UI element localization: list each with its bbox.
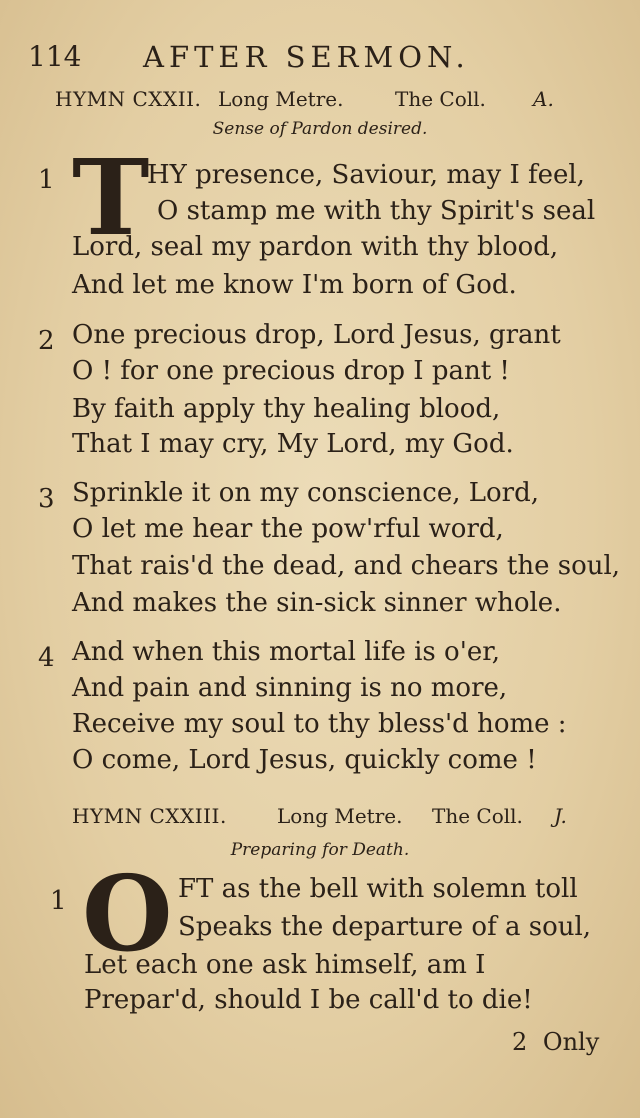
verse-line: That I may cry, My Lord, my God. xyxy=(72,429,514,459)
verse-line: And let me know I'm born of God. xyxy=(72,270,517,300)
hymn-metre: Long Metre. xyxy=(277,804,403,828)
page-number: 114 xyxy=(28,40,82,73)
drop-cap: O xyxy=(82,852,173,975)
verse-line: O stamp me with thy Spirit's seal xyxy=(157,196,596,226)
hymn-subtitle: Sense of Pardon desired. xyxy=(212,119,428,139)
verse-line: By faith apply thy healing blood, xyxy=(72,394,501,424)
verse-line: And when this mortal life is o'er, xyxy=(72,637,501,667)
verse-line: FT as the bell with solemn toll xyxy=(178,874,578,904)
stanza-number: 2 xyxy=(38,326,55,356)
verse-line: HY presence, Saviour, may I feel, xyxy=(147,160,585,190)
catchword-word: Only xyxy=(542,1028,600,1056)
verse-line: Lord, seal my pardon with thy blood, xyxy=(72,232,559,262)
stanza-number: 4 xyxy=(38,643,55,673)
hymn-subtitle: Preparing for Death. xyxy=(230,840,410,860)
verse-line: And makes the sin-sick sinner whole. xyxy=(72,588,562,618)
hymn-author: J. xyxy=(554,804,567,828)
verse-line: Let each one ask himself, am I xyxy=(84,950,486,980)
running-head xyxy=(0,40,640,90)
verse-line: O ! for one precious drop I pant ! xyxy=(72,356,510,386)
running-title: AFTER SERMON. xyxy=(143,40,470,74)
drop-cap: T xyxy=(72,136,150,259)
catchword-number: 2 xyxy=(512,1028,528,1056)
hymn-author: A. xyxy=(533,87,554,111)
hymn-metre: Long Metre. xyxy=(218,87,344,111)
verse-line: O let me hear the pow'rful word, xyxy=(72,514,504,544)
verse-line: Speaks the departure of a soul, xyxy=(178,912,592,942)
stanza-number: 3 xyxy=(38,484,55,514)
verse-line: One precious drop, Lord Jesus, grant xyxy=(72,320,561,350)
catchword xyxy=(512,1028,599,1056)
verse-line: Receive my soul to thy bless'd home : xyxy=(72,709,567,739)
stanza-number: 1 xyxy=(50,886,67,916)
verse-line: Sprinkle it on my conscience, Lord, xyxy=(72,478,540,508)
stanza-number: 1 xyxy=(38,165,55,195)
hymn-collection: The Coll. xyxy=(432,804,523,828)
verse-line: And pain and sinning is no more, xyxy=(72,673,508,703)
hymn-number: HYMN CXXIII. xyxy=(72,804,227,828)
hymn-number: HYMN CXXII. xyxy=(55,87,202,111)
verse-line: That rais'd the dead, and chears the soul, xyxy=(72,551,621,581)
hymn-collection: The Coll. xyxy=(395,87,486,111)
verse-line: O come, Lord Jesus, quickly come ! xyxy=(72,745,537,775)
verse-line: Prepar'd, should I be call'd to die! xyxy=(84,985,533,1015)
